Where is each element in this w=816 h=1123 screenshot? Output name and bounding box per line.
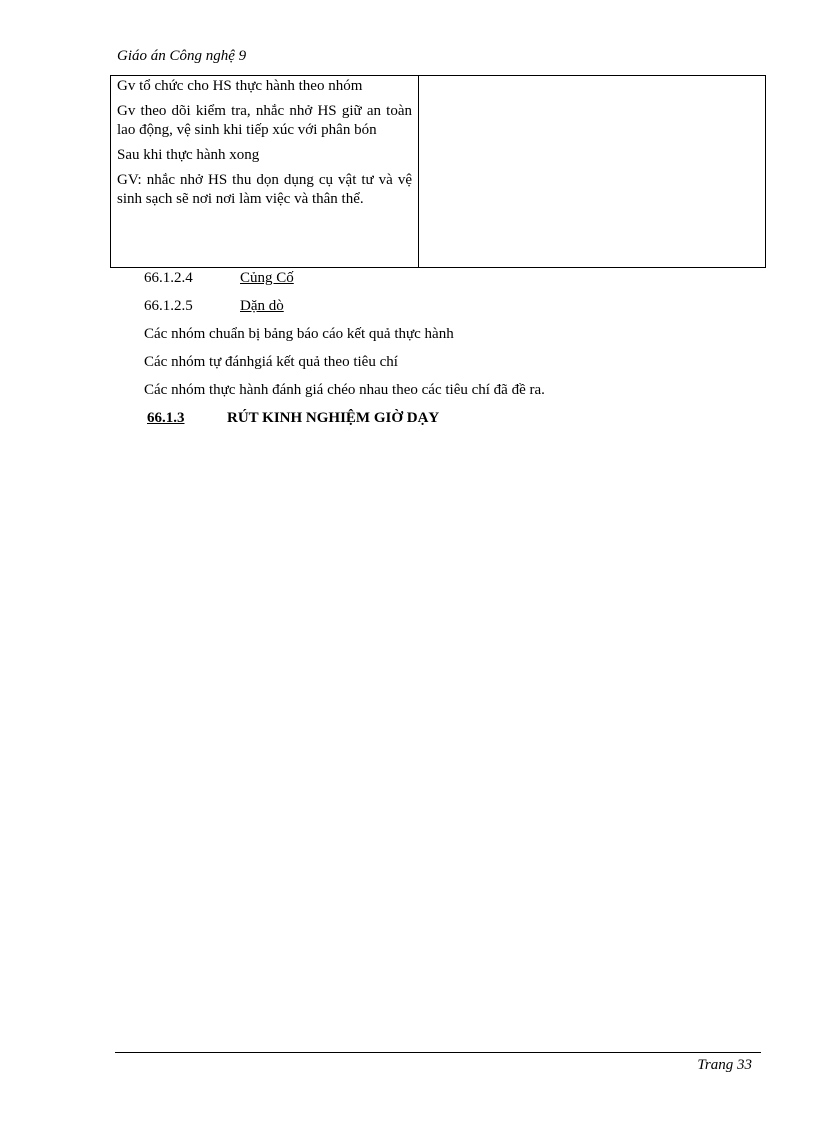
student-activity-cell bbox=[419, 76, 766, 268]
activity-paragraph: Gv tổ chức cho HS thực hành theo nhóm bbox=[117, 78, 363, 94]
document-header: Giáo án Công nghệ 9 bbox=[117, 48, 247, 64]
subsection-dan-do bbox=[144, 298, 284, 315]
activity-paragraph: Sau khi thực hành xong bbox=[117, 147, 260, 163]
activity-table bbox=[110, 75, 766, 268]
footer-divider bbox=[115, 1052, 761, 1053]
section-number: 66.1.3 bbox=[147, 410, 185, 426]
body-line: Các nhóm tự đánhgiá kết quả theo tiêu chí bbox=[144, 354, 398, 370]
teacher-activity-cell bbox=[111, 76, 419, 268]
table-row bbox=[111, 76, 766, 268]
subsection-number: 66.1.2.5 bbox=[144, 298, 193, 314]
body-line: Các nhóm thực hành đánh giá chéo nhau theo các tiêu chí đã đề ra. bbox=[144, 382, 545, 398]
section-heading bbox=[147, 410, 439, 427]
section-title: RÚT KINH NGHIỆM GIỜ DẠY bbox=[227, 410, 440, 426]
activity-paragraph: Gv theo dõi kiểm tra, nhắc nhở HS giữ an toàn lao động, vệ sinh khi tiếp xúc với phân bón bbox=[117, 103, 412, 138]
subsection-title: Dặn dò bbox=[240, 298, 284, 314]
body-line: Các nhóm chuẩn bị bảng báo cáo kết quả thực hành bbox=[144, 326, 454, 342]
subsection-number: 66.1.2.4 bbox=[144, 270, 193, 286]
activity-paragraph: GV: nhắc nhở HS thu dọn dụng cụ vật tư và vệ sinh sạch sẽ nơi nơi làm việc và thân thể. bbox=[117, 172, 412, 207]
subsection-title: Củng Cố bbox=[240, 270, 294, 286]
page-number: Trang 33 bbox=[697, 1057, 752, 1073]
subsection-cung-co bbox=[144, 270, 294, 287]
